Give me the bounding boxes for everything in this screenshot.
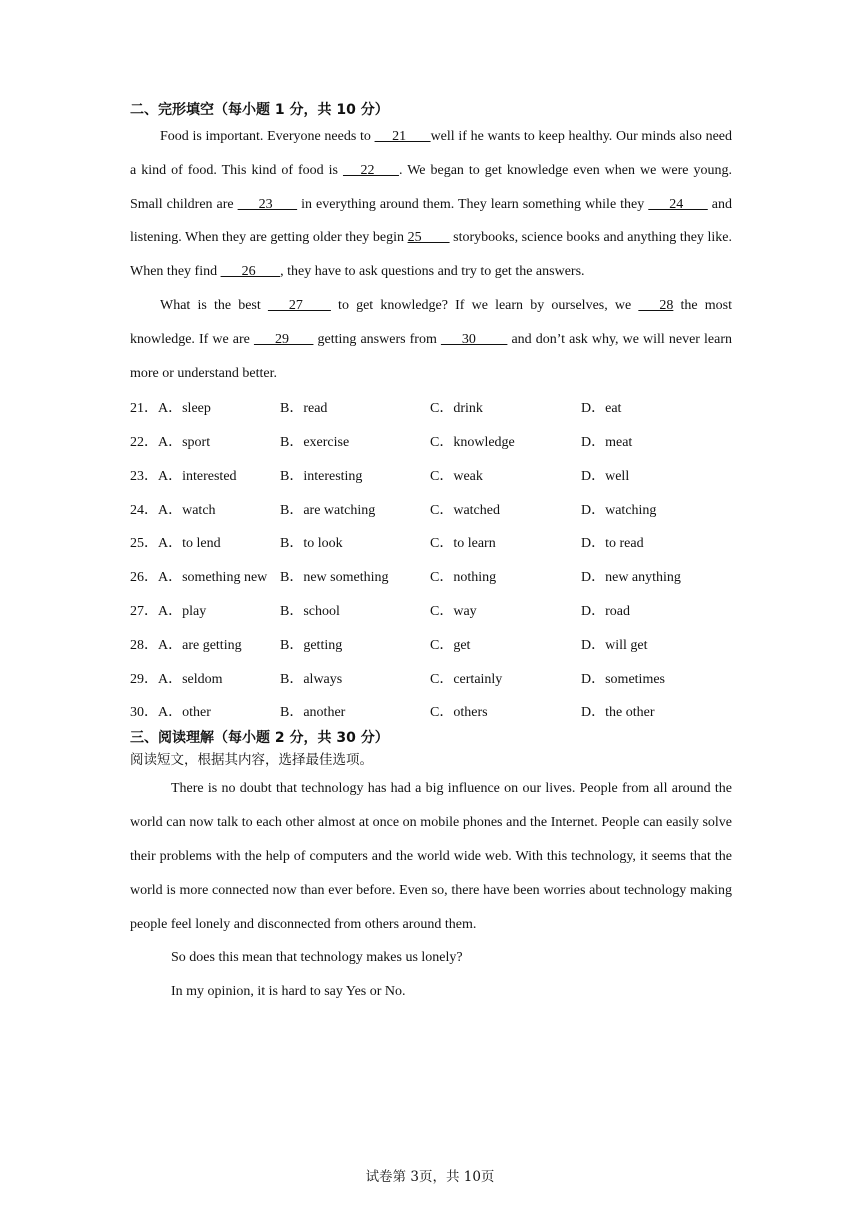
option-a: A．sport [158, 435, 211, 451]
option-a: A．watch [158, 502, 216, 518]
blank-26: 26 [220, 264, 281, 280]
question-row [130, 492, 732, 526]
option-a: A．interested [158, 468, 237, 484]
cloze-text: well if he wants to keep healthy. Our minds also need a kind of food. This kind of food is [130, 129, 732, 178]
option-b: B．getting [280, 637, 343, 653]
option-c: C．watched [430, 502, 500, 518]
blank-22: 22 [342, 162, 399, 178]
question-row [130, 559, 732, 593]
question-number: 28． [130, 637, 158, 653]
option-c: C．weak [430, 468, 483, 484]
cloze-text: and listening. When they are getting older they begin [130, 196, 732, 246]
option-c: C．certainly [430, 671, 503, 687]
option-a: A．other [158, 705, 211, 721]
blank-29: 29 [253, 331, 314, 347]
question-row [130, 627, 732, 661]
option-c: C．get [430, 637, 471, 653]
option-c: C．nothing [430, 570, 497, 586]
blank-25: 25 [407, 230, 450, 246]
question-number: 21． [130, 401, 158, 417]
option-c: C．knowledge [430, 435, 515, 451]
question-row [130, 526, 732, 560]
question-row [130, 695, 732, 729]
cloze-text: the most knowledge. If we are [130, 297, 732, 347]
option-a: A．seldom [158, 671, 223, 687]
cloze-text: Food is important. Everyone needs to [160, 129, 375, 144]
question-number: 26． [130, 570, 158, 586]
blank-24: 24 [648, 196, 708, 212]
reading-paragraph-1: There is no doubt that technology has had a big influence on our lives. People from all around the world can now talk to each other almost at once on mobile phones and the Internet. People can easily solve their problems with the help of computers and the world wide web. With this technology, it seems that the world is more connected now than ever before. Even so, there have been worries about technology making people feel lonely and disconnected from others around them. [130, 781, 732, 932]
option-b: B．to look [280, 536, 343, 552]
cloze-text: getting answers from [313, 331, 441, 347]
question-number: 30． [130, 705, 158, 721]
blank-21: 21 [374, 129, 431, 144]
exam-page [130, 100, 732, 1009]
option-d: D．road [581, 604, 630, 620]
cloze-text: , they have to ask questions and try to get the answers. [280, 264, 585, 280]
reading-paragraph-2: So does this mean that technology makes us lonely? [171, 950, 463, 966]
cloze-text: . We began to get knowledge even when we were young. Small children are [130, 162, 732, 212]
cloze-paragraph-2 [130, 289, 732, 390]
question-row [130, 661, 732, 695]
question-row [130, 458, 732, 492]
option-d: D．the other [581, 705, 655, 721]
option-a: A．sleep [158, 401, 211, 417]
reading-paragraph-3: In my opinion, it is hard to say Yes or No. [171, 984, 406, 1000]
cloze-text: to get knowledge? If we learn by ourselves, we [330, 297, 639, 313]
option-c: C．drink [430, 401, 483, 417]
blank-23: 23 [237, 196, 298, 212]
question-row [130, 593, 732, 627]
option-a: A．to lend [158, 536, 221, 552]
option-b: B．read [280, 401, 328, 417]
question-number: 22． [130, 435, 158, 451]
question-row [130, 390, 732, 424]
section-3-title: 三、阅读理解（每小题 2 分，共 30 分） [130, 730, 389, 747]
option-d: D．new anything [581, 570, 681, 586]
cloze-text: storybooks, science books and anything they like. When they find [130, 230, 732, 280]
option-b: B．school [280, 604, 340, 620]
option-b: B．always [280, 671, 343, 687]
option-c: C．way [430, 604, 477, 620]
cloze-paragraph-1 [130, 120, 732, 289]
question-number: 29． [130, 671, 158, 687]
option-b: B．exercise [280, 435, 350, 451]
option-d: D．sometimes [581, 671, 665, 687]
blank-30: 30 [440, 331, 508, 347]
option-d: D．eat [581, 401, 622, 417]
option-a: A．something new [158, 570, 268, 586]
question-number: 24． [130, 502, 158, 518]
option-d: D．to read [581, 536, 644, 552]
blank-28: 28 [638, 297, 674, 313]
cloze-text: in everything around them. They learn something while they [297, 196, 649, 212]
question-number: 23． [130, 468, 158, 484]
blank-27: 27 [267, 297, 331, 313]
question-row [130, 424, 732, 458]
section-2-title: 二、完形填空（每小题 1 分，共 10 分） [130, 102, 389, 118]
question-number: 27． [130, 604, 158, 620]
option-d: D．meat [581, 435, 633, 451]
option-b: B．are watching [280, 502, 376, 518]
option-a: A．are getting [158, 637, 242, 653]
option-d: D．well [581, 468, 630, 484]
cloze-text: What is the best [160, 297, 268, 313]
option-b: B．interesting [280, 468, 363, 484]
option-d: D．watching [581, 502, 657, 518]
option-d: D．will get [581, 637, 648, 653]
options-table [130, 390, 732, 728]
option-b: B．new something [280, 570, 389, 586]
page-footer: 试卷第 3页，共 10页 [365, 1169, 495, 1185]
question-number: 25． [130, 536, 158, 552]
reading-instruction: 阅读短文，根据其内容，选择最佳选项。 [130, 752, 373, 769]
option-c: C．to learn [430, 536, 496, 552]
option-a: A．play [158, 604, 207, 620]
cloze-text: and don’t ask why, we will never learn more or understand better. [130, 331, 732, 381]
option-c: C．others [430, 705, 488, 721]
option-b: B．another [280, 705, 346, 721]
